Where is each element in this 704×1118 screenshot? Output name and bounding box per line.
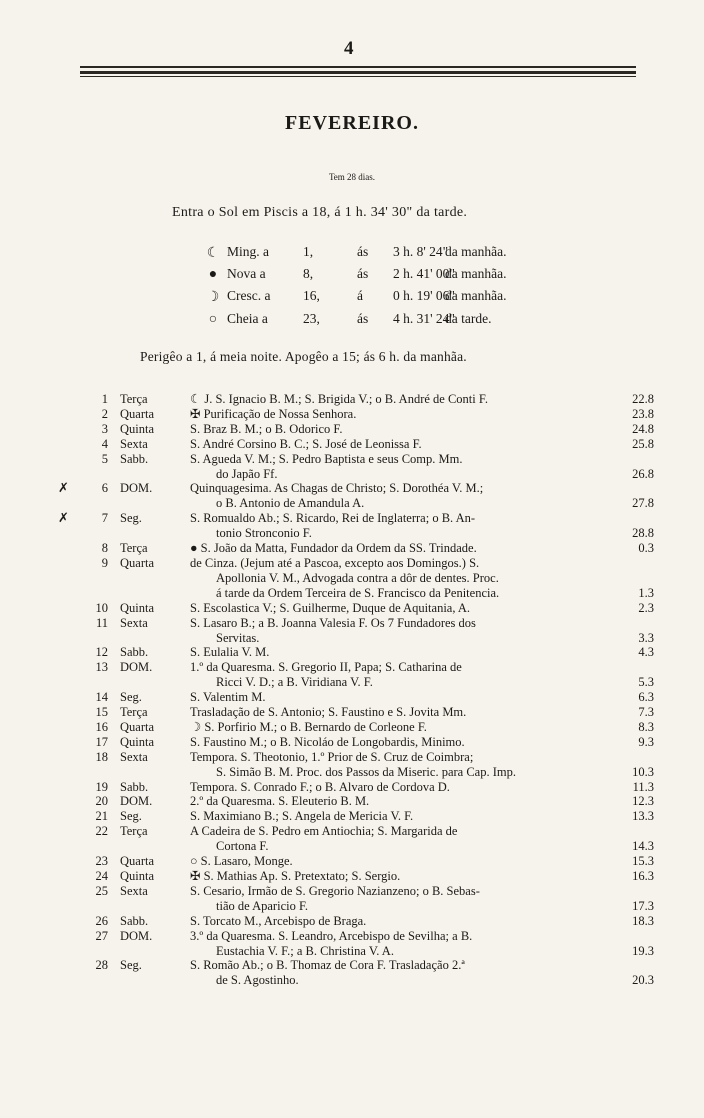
weekday: Quinta — [120, 421, 155, 436]
weekday: Terça — [120, 824, 148, 839]
saints-line: 1.º da Quaresma. S. Gregorio II, Papa; S. Catharina de — [190, 660, 462, 675]
perigee-apogee-line: Perigêo a 1, á meia noite. Apogêo a 15; ás 6 h. da manhãa. — [140, 349, 467, 364]
moon-age: 26.8 — [632, 466, 654, 481]
saints-line: ● S. João da Matta, Fundador da Ordem da SS. Trindade. — [190, 541, 477, 556]
weekday: Quinta — [120, 600, 155, 615]
day-number: 13 — [95, 660, 108, 675]
saints-line: S. Maximiano B.; S. Angela de Mericia V. F. — [190, 809, 414, 824]
day-number: 24 — [95, 869, 108, 883]
moon-age: 20.3 — [632, 973, 654, 988]
calendar-day-row — [0, 601, 704, 616]
moon-age: 6.3 — [638, 690, 654, 705]
weekday: Quarta — [120, 406, 155, 421]
saints-line: ☽ S. Porfirio M.; o B. Bernardo de Corleone F. — [190, 719, 427, 734]
calendar-day-row — [0, 511, 704, 541]
saints-line: á tarde da Ordem Terceira de S. Francisco da Penitencia. — [216, 585, 500, 600]
moon-age: 23.8 — [632, 406, 654, 421]
calendar-day-row — [0, 794, 704, 809]
moon-age: 12.3 — [632, 794, 654, 809]
weekday: Quarta — [120, 555, 155, 570]
saints-text — [190, 437, 614, 452]
saints-text — [190, 958, 614, 988]
moon-age: 13.3 — [632, 809, 654, 824]
calendar-day-row — [0, 929, 704, 959]
saints-text — [190, 556, 614, 601]
weekday: Sabb. — [120, 779, 149, 794]
phase-period: da manhãa. — [445, 288, 507, 304]
day-number: 10 — [95, 600, 108, 615]
moon-age: 3.3 — [638, 630, 654, 645]
saints-line: Servitas. — [216, 630, 260, 645]
saints-text — [190, 750, 614, 780]
moon-age: 19.3 — [632, 943, 654, 958]
phase-period: da manhãa. — [445, 244, 507, 259]
moon-age: 17.3 — [632, 898, 654, 913]
saints-text — [190, 884, 614, 914]
waxing-moon-icon: ☽ — [206, 290, 220, 306]
phase-at: ás — [357, 310, 369, 326]
phase-at: á — [357, 288, 363, 304]
weekday: Quarta — [120, 719, 155, 734]
phase-time: 0 h. 19' 06" — [393, 288, 455, 304]
phase-name: Cresc. a — [227, 288, 271, 304]
saints-line: tonio Stronconio F. — [216, 526, 312, 541]
weekday: DOM. — [120, 794, 153, 809]
calendar-day-row — [0, 750, 704, 780]
weekday: Sexta — [120, 883, 148, 898]
saints-line: Ricci V. D.; a B. Viridiana V. F. — [216, 675, 373, 690]
weekday: Seg. — [120, 958, 142, 973]
month-title: FEVEREIRO. — [285, 112, 419, 134]
day-number: 7 — [101, 511, 108, 526]
sun-entry-line: Entra o Sol em Piscis a 18, á 1 h. 34' 30" da tarde. — [172, 205, 468, 220]
saints-line: S. Agueda V. M.; S. Pedro Baptista e seus Comp. Mm. — [190, 451, 463, 466]
day-number: 22 — [95, 824, 108, 839]
saints-line: Tempora. S. Conrado F.; o B. Alvaro de Cordova D. — [190, 779, 450, 794]
saints-text — [190, 452, 614, 482]
day-number: 25 — [95, 883, 108, 898]
moon-age: 16.3 — [632, 869, 654, 883]
saints-text — [190, 929, 614, 959]
calendar-day-row — [0, 720, 704, 735]
waning-moon-icon: ☾ — [206, 246, 220, 261]
weekday: Sexta — [120, 436, 148, 451]
saints-line: S. Lasaro B.; a B. Joanna Valesia F. Os 7 Fundadores dos — [190, 615, 476, 630]
header-rule-bottom — [80, 76, 636, 77]
calendar-day-row — [0, 407, 704, 422]
calendar-day-row — [0, 392, 704, 407]
weekday: Sabb. — [120, 913, 149, 928]
moon-age: 27.8 — [632, 496, 654, 511]
saints-line: S. Romão Ab.; o B. Thomaz de Cora F. Trasladação 2.ª — [190, 958, 465, 973]
saints-text — [190, 422, 614, 437]
saints-line: Trasladação de S. Antonio; S. Faustino e S. Jovita Mm. — [190, 705, 467, 720]
full-moon-icon: ○ — [208, 311, 218, 327]
phase-day: 23, — [303, 310, 320, 326]
weekday: DOM. — [120, 928, 153, 943]
saints-line: Apollonia V. M., Advogada contra a dôr de dentes. Proc. — [216, 570, 499, 585]
moon-age: 9.3 — [638, 734, 654, 749]
moon-age: 5.3 — [638, 675, 654, 690]
day-number: 18 — [95, 749, 108, 764]
day-number: 21 — [95, 809, 108, 824]
saints-line: S. Eulalia V. M. — [190, 645, 270, 660]
phase-period: da tarde. — [445, 310, 492, 326]
calendar-day-row — [0, 452, 704, 482]
phase-name: Cheia a — [227, 310, 268, 326]
calendar-day-row — [0, 541, 704, 556]
day-number: 8 — [101, 541, 108, 556]
saints-line: ☾ J. S. Ignacio B. M.; S. Brigida V.; o B. André de Conti F. — [190, 392, 488, 406]
weekday: Quarta — [120, 854, 155, 869]
calendar-list — [0, 392, 704, 988]
moon-age: 11.3 — [632, 779, 654, 794]
saints-line: Eustachia V. F.; a B. Christina V. A. — [216, 943, 394, 958]
calendar-day-row — [0, 884, 704, 914]
saints-text — [190, 392, 614, 407]
phase-name: Ming. a — [227, 244, 269, 259]
saints-text — [190, 780, 614, 795]
day-number: 1 — [101, 392, 108, 406]
calendar-day-row — [0, 422, 704, 437]
page-number: 4 — [344, 38, 354, 59]
saints-line: S. André Corsino B. C.; S. José de Leonissa F. — [190, 436, 422, 451]
phase-at: ás — [357, 266, 369, 282]
calendar-day-row — [0, 705, 704, 720]
saints-line: S. Cesario, Irmão de S. Gregorio Nazianzeno; o B. Sebas- — [190, 883, 480, 898]
moon-age: 15.3 — [632, 854, 654, 869]
saints-text — [190, 660, 614, 690]
saints-text — [190, 645, 614, 660]
weekday: Quinta — [120, 869, 155, 883]
calendar-day-row — [0, 481, 704, 511]
weekday: Terça — [120, 541, 148, 556]
weekday: Sexta — [120, 615, 148, 630]
weekday: Terça — [120, 705, 148, 720]
phase-time: 2 h. 41' 00" — [393, 266, 455, 282]
saints-line: S. Escolastica V.; S. Guilherme, Duque de Aquitania, A. — [190, 600, 471, 615]
day-number: 12 — [95, 645, 108, 660]
saints-line: de Cinza. (Jejum até a Pascoa, excepto aos Domingos.) S. — [190, 555, 480, 570]
saints-line: do Japão Ff. — [216, 466, 278, 481]
saints-line: S. Faustino M.; o B. Nicoláo de Longobardis, Minimo. — [190, 734, 465, 749]
saints-line: Tempora. S. Theotonio, 1.º Prior de S. Cruz de Coimbra; — [190, 749, 474, 764]
calendar-day-row — [0, 914, 704, 929]
calendar-day-row — [0, 809, 704, 824]
margin-mark-icon: ✗ — [58, 510, 69, 526]
calendar-day-row — [0, 690, 704, 705]
phase-time: 3 h. 8' 24" — [393, 244, 449, 259]
saints-text — [190, 809, 614, 824]
day-number: 3 — [101, 421, 108, 436]
calendar-day-row — [0, 854, 704, 869]
saints-line: S. Braz B. M.; o B. Odorico F. — [190, 421, 343, 436]
saints-line: S. Torcato M., Arcebispo de Braga. — [190, 913, 367, 928]
saints-text — [190, 616, 614, 646]
day-number: 17 — [95, 734, 108, 749]
saints-line: Cortona F. — [216, 839, 269, 854]
moon-age: 4.3 — [638, 645, 654, 660]
header-rule-top — [80, 66, 636, 68]
phase-name: Nova a — [227, 266, 266, 282]
calendar-day-row — [0, 660, 704, 690]
calendar-day-row — [0, 735, 704, 750]
moon-age: 8.3 — [638, 719, 654, 734]
weekday: Quinta — [120, 734, 155, 749]
days-count: Tem 28 dias. — [328, 172, 376, 182]
weekday: Terça — [120, 392, 148, 406]
calendar-day-row — [0, 616, 704, 646]
phase-day: 16, — [303, 288, 320, 304]
day-number: 5 — [101, 451, 108, 466]
saints-line: 2.º da Quaresma. S. Eleuterio B. M. — [190, 794, 370, 809]
moon-age: 25.8 — [632, 436, 654, 451]
weekday: DOM. — [120, 660, 153, 675]
saints-line: S. Simão B. M. Proc. dos Passos da Miseric. para Cap. Imp. — [216, 764, 516, 779]
weekday: Sexta — [120, 749, 148, 764]
moon-age: 2.3 — [638, 600, 654, 615]
calendar-day-row — [0, 556, 704, 601]
weekday: Seg. — [120, 511, 142, 526]
phase-time: 4 h. 31' 24" — [393, 310, 455, 326]
phase-day: 8, — [303, 266, 314, 282]
saints-text — [190, 914, 614, 929]
phase-at: ás — [357, 244, 369, 259]
margin-mark-icon: ✗ — [58, 480, 69, 496]
calendar-day-row — [0, 824, 704, 854]
day-number: 14 — [95, 690, 108, 705]
saints-text — [190, 720, 614, 735]
calendar-day-row — [0, 780, 704, 795]
weekday: Seg. — [120, 809, 142, 824]
saints-text — [190, 794, 614, 809]
saints-line: Quinquagesima. As Chagas de Christo; S. Dorothéa V. M.; — [190, 481, 484, 496]
moon-age: 14.3 — [632, 839, 654, 854]
moon-age: 28.8 — [632, 526, 654, 541]
day-number: 23 — [95, 854, 108, 869]
saints-text — [190, 407, 614, 422]
saints-line: S. Romualdo Ab.; S. Ricardo, Rei de Inglaterra; o B. An- — [190, 511, 476, 526]
day-number: 26 — [95, 913, 108, 928]
calendar-day-row — [0, 645, 704, 660]
day-number: 15 — [95, 705, 108, 720]
moon-age: 10.3 — [632, 764, 654, 779]
saints-line: A Cadeira de S. Pedro em Antiochia; S. Margarida de — [190, 824, 458, 839]
saints-line: 3.º da Quaresma. S. Leandro, Arcebispo de Sevilha; a B. — [190, 928, 473, 943]
saints-line: ○ S. Lasaro, Monge. — [190, 854, 293, 869]
calendar-day-row — [0, 869, 704, 884]
moon-age: 0.3 — [638, 541, 654, 556]
saints-text — [190, 705, 614, 720]
saints-text — [190, 690, 614, 705]
moon-age: 22.8 — [632, 392, 654, 406]
saints-text — [190, 601, 614, 616]
weekday: DOM. — [120, 481, 153, 496]
day-number: 4 — [101, 436, 108, 451]
header-rule-middle — [80, 71, 636, 74]
moon-age: 1.3 — [638, 585, 654, 600]
saints-text — [190, 511, 614, 541]
saints-line: ✠ Purificação de Nossa Senhora. — [190, 406, 357, 421]
phase-period: da manhãa. — [445, 266, 507, 282]
saints-line: o B. Antonio de Amandula A. — [216, 496, 365, 511]
saints-text — [190, 824, 614, 854]
calendar-day-row — [0, 958, 704, 988]
saints-text — [190, 854, 614, 869]
weekday: Seg. — [120, 690, 142, 705]
moon-age: 7.3 — [638, 705, 654, 720]
moon-age: 24.8 — [632, 421, 654, 436]
saints-text — [190, 869, 614, 884]
day-number: 20 — [95, 794, 108, 809]
day-number: 28 — [95, 958, 108, 973]
weekday: Sabb. — [120, 451, 149, 466]
day-number: 6 — [101, 481, 108, 496]
day-number: 27 — [95, 928, 108, 943]
day-number: 9 — [101, 555, 108, 570]
saints-line: de S. Agostinho. — [216, 973, 299, 988]
saints-text — [190, 735, 614, 750]
day-number: 16 — [95, 719, 108, 734]
saints-text — [190, 541, 614, 556]
day-number: 2 — [101, 406, 108, 421]
saints-line: ✠ S. Mathias Ap. S. Pretextato; S. Sergio. — [190, 869, 401, 883]
weekday: Sabb. — [120, 645, 149, 660]
calendar-day-row — [0, 437, 704, 452]
saints-text — [190, 481, 614, 511]
day-number: 19 — [95, 779, 108, 794]
phase-day: 1, — [303, 244, 314, 259]
moon-age: 18.3 — [632, 913, 654, 928]
saints-line: S. Valentim M. — [190, 690, 266, 705]
saints-line: tião de Aparicio F. — [216, 898, 309, 913]
new-moon-icon: ● — [208, 267, 218, 283]
day-number: 11 — [95, 615, 108, 630]
